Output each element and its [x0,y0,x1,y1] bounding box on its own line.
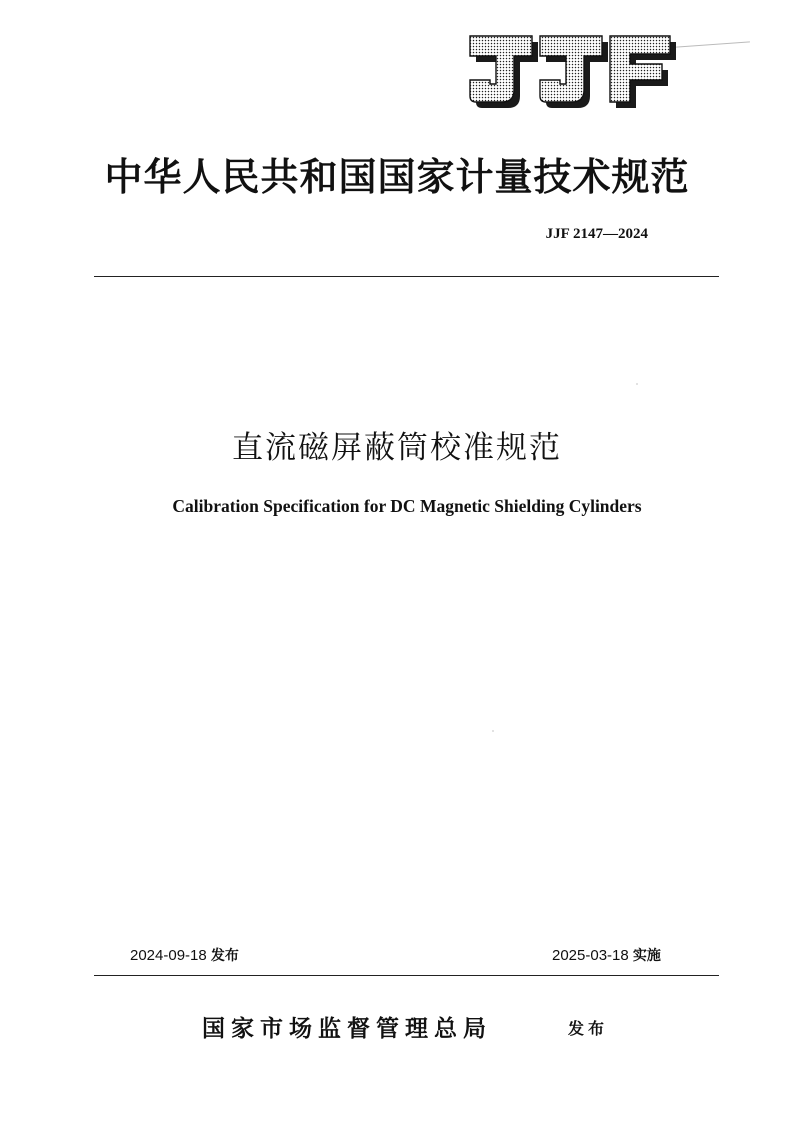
implementation-date [552,945,661,965]
implementation-date-label: 实施 [632,948,661,964]
jjf-emblem-icon [466,30,676,112]
document-title-english: Calibration Specification for DC Magnetic Shielding Cylinders [172,496,642,516]
jjf-logo [466,30,676,112]
issue-date-value: 2024-09-18 [130,947,207,964]
publisher-name: 国家市场监督管理总局 [202,1015,492,1042]
document-title-chinese: 直流磁屏蔽筒校准规范 [232,430,562,466]
issue-date [130,945,239,965]
scan-speck [492,730,494,732]
issue-date-label: 发布 [210,948,239,964]
page-title: 中华人民共和国国家计量技术规范 [104,155,690,199]
document-number: JJF 2147—2024 [545,226,648,242]
implementation-date-value: 2025-03-18 [552,947,629,964]
header-divider [94,276,719,277]
logo-scan-line [676,41,750,47]
scan-speck [636,383,638,385]
publisher-suffix: 发布 [568,1019,609,1038]
footer-divider [94,975,719,976]
